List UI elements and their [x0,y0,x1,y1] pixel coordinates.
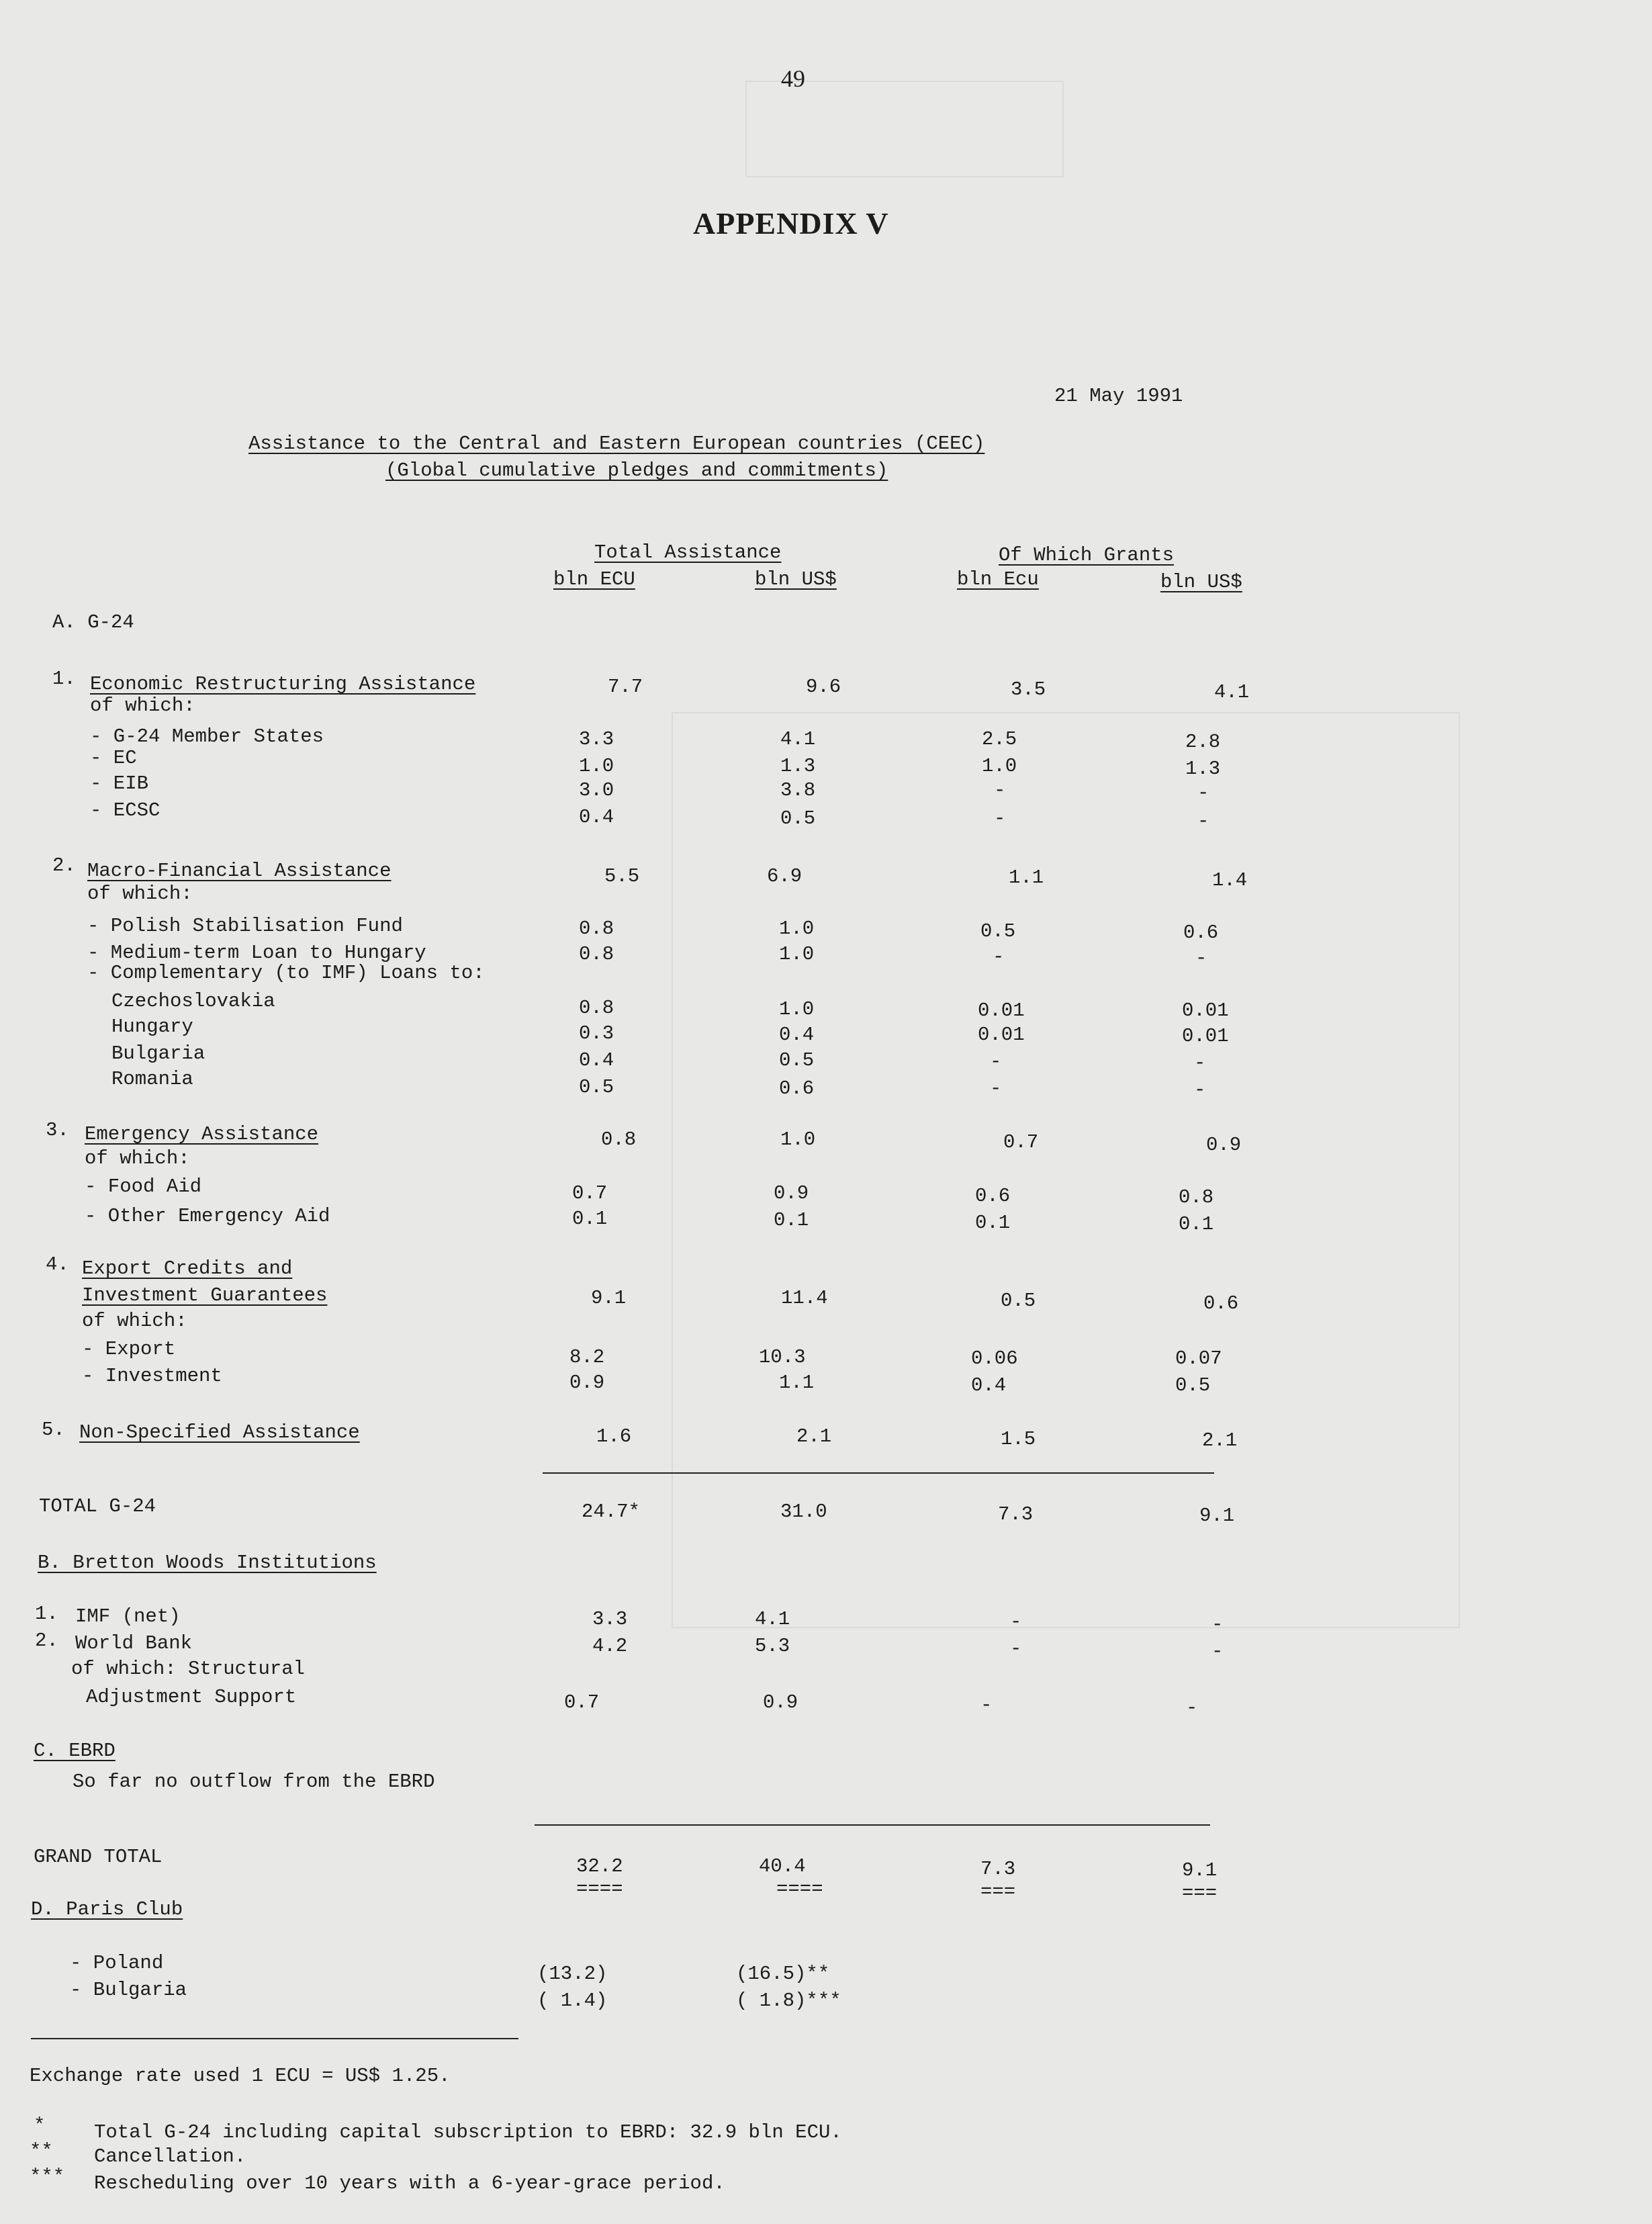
row-prefix: 5. [42,1419,65,1441]
cell-usd: 4.1 [780,728,816,750]
cell-grant-usd: - [1194,1052,1206,1074]
cell-ecu: 1.6 [596,1425,632,1448]
row-label: of which: [87,883,193,905]
row-label: World Bank [75,1632,193,1654]
cell-grant-usd: 4.1 [1214,681,1250,703]
cell-grant-usd: 9.1 [1199,1505,1235,1527]
cell-grant-usd: 0.8 [1179,1186,1214,1208]
column-header-bln-usd-grants: bln US$ [1160,571,1242,593]
column-header-bln-ecu: bln ECU [553,568,635,590]
cell-grant-ecu: 0.5 [1001,1290,1036,1312]
cell-usd: 1.0 [780,1128,816,1151]
footer-rule [31,2038,518,2039]
cell-ecu: 32.2 [576,1855,623,1877]
row-label: - Polish Stabilisation Fund [87,915,403,937]
cell-usd: 31.0 [780,1501,827,1523]
cell-grant-ecu: 1.1 [1009,866,1044,889]
cell-usd: 2.1 [796,1425,832,1448]
cell-usd: 1.3 [780,755,816,777]
cell-grant-usd: - [1186,1697,1198,1719]
row-label: IMF (net) [75,1605,181,1628]
cell-ecu: 8.2 [569,1346,605,1368]
row-label: - Bulgaria [70,1979,187,2001]
document-subtitle: (Global cumulative pledges and commitments) [385,459,888,482]
subtotal-rule [543,1472,1214,1474]
cell-usd: 1.0 [779,943,815,965]
row-label: of which: [85,1147,190,1169]
cell-usd: 0.9 [774,1182,809,1204]
cell-grant-usd: - [1195,947,1207,969]
cell-usd: (16.5)** [736,1963,830,1985]
cell-grant-ecu: 1.5 [1001,1428,1036,1450]
cell-ecu: 0.7 [572,1182,608,1204]
row-label: - EIB [90,772,149,795]
row-label: Investment Guarantees [82,1284,328,1306]
double-underline-mark: === [980,1881,1016,1903]
cell-grant-ecu: 7.3 [980,1858,1016,1880]
row-label: Romania [111,1068,193,1090]
cell-usd: 6.9 [767,865,802,887]
cell-usd: 0.1 [774,1209,809,1231]
cell-grant-usd: 0.9 [1206,1134,1242,1156]
grand-total-rule [535,1824,1210,1826]
row-label: - Investment [82,1365,222,1387]
cell-usd: 0.5 [780,807,816,830]
cell-grant-usd: 0.07 [1175,1347,1222,1370]
cell-usd: 4.1 [755,1608,790,1630]
cell-ecu: 0.5 [579,1076,614,1098]
cell-ecu: 3.0 [579,779,614,801]
cell-grant-ecu: - [994,807,1006,830]
page-number: 49 [781,65,805,92]
cell-ecu: 0.1 [572,1208,608,1230]
cell-ecu: 0.4 [579,1049,614,1071]
row-label: - EC [90,747,137,769]
row-label: - Export [82,1338,176,1360]
cell-usd: 40.4 [759,1855,806,1877]
cell-grant-usd: - [1211,1640,1224,1662]
row-label: - Food Aid [85,1175,202,1198]
row-label: Macro-Financial Assistance [87,860,392,882]
cell-grant-usd: 0.01 [1182,999,1229,1022]
cell-grant-usd: 0.1 [1179,1213,1214,1235]
cell-ecu: 0.7 [564,1691,600,1714]
cell-grant-ecu: 2.5 [982,728,1017,750]
row-label: Export Credits and [82,1257,293,1280]
cell-grant-usd: 2.8 [1185,731,1221,753]
row-label: of which: Structural [71,1658,306,1680]
row-label: - Other Emergency Aid [85,1205,330,1227]
footnote-mark: * [34,2115,46,2137]
cell-grant-ecu: - [990,1051,1002,1073]
row-label: Economic Restructuring Assistance [90,673,476,695]
cell-ecu: 9.1 [591,1287,627,1309]
cell-grant-ecu: 7.3 [998,1503,1034,1525]
footnote-text: Cancellation. [94,2145,246,2168]
bleed-through-table [672,712,1460,1628]
double-underline-mark: ==== [576,1878,623,1900]
cell-usd: 10.3 [759,1346,806,1368]
cell-ecu: 1.0 [579,755,614,777]
cell-grant-usd: 0.5 [1175,1374,1211,1396]
cell-grant-ecu: - [980,1694,993,1716]
cell-usd: 5.3 [755,1635,790,1657]
cell-grant-ecu: 0.1 [975,1212,1011,1234]
cell-grant-ecu: - [993,946,1005,968]
cell-usd: ( 1.8)*** [736,1990,841,2012]
document-date: 21 May 1991 [1054,385,1183,407]
cell-usd: 1.1 [779,1372,815,1394]
cell-grant-ecu: 0.01 [978,999,1025,1022]
cell-ecu: ( 1.4) [537,1990,608,2012]
row-label: Hungary [111,1016,193,1038]
cell-grant-ecu: 0.5 [980,920,1016,942]
cell-grant-ecu: 0.06 [971,1347,1018,1370]
cell-usd: 0.4 [779,1024,815,1046]
cell-grant-usd: 1.4 [1212,869,1248,891]
row-label: - G-24 Member States [90,725,324,748]
cell-ecu: 4.2 [592,1635,628,1657]
cell-ecu: 3.3 [579,728,614,750]
double-underline-mark: === [1182,1882,1218,1904]
cell-usd: 3.8 [780,779,816,801]
section-d-heading: D. Paris Club [31,1898,183,1920]
footnote-text: Total G-24 including capital subscription to EBRD: 32.9 bln ECU. [94,2121,842,2143]
cell-ecu: 0.3 [579,1022,614,1044]
cell-grant-usd: 0.01 [1182,1025,1229,1047]
row-label: Bulgaria [111,1042,205,1065]
cell-grant-ecu: 0.6 [975,1185,1011,1207]
double-underline-mark: ==== [776,1878,823,1900]
cell-ecu: 0.4 [579,806,614,828]
row-label: Adjustment Support [86,1686,297,1708]
cell-grant-usd: - [1194,1079,1206,1101]
bleed-through-stamp [745,81,1064,177]
cell-usd: 0.6 [779,1077,815,1100]
cell-grant-ecu: 1.0 [982,755,1017,777]
row-prefix: 1. [52,668,76,690]
row-label: - Medium-term Loan to Hungary [87,942,426,964]
cell-usd: 1.0 [779,918,815,940]
cell-grant-usd: 9.1 [1182,1859,1218,1881]
column-group-of-which-grants: Of Which Grants [999,544,1175,566]
column-group-total-assistance: Total Assistance [594,541,782,564]
document-title: Assistance to the Central and Eastern European countries (CEEC) [248,433,985,455]
cell-grant-usd: - [1197,810,1209,832]
cell-grant-ecu: - [990,1077,1002,1100]
cell-ecu: 0.8 [579,997,614,1019]
cell-grant-ecu: - [1010,1638,1022,1660]
row-label: Czechoslovakia [111,990,275,1012]
row-label: Non-Specified Assistance [79,1421,360,1443]
row-label: of which: [90,695,195,717]
row-prefix: 3. [46,1119,69,1141]
section-a-heading: A. G-24 [52,611,134,633]
exchange-rate-note: Exchange rate used 1 ECU = US$ 1.25. [30,2065,451,2087]
cell-grant-ecu: 0.01 [978,1024,1025,1046]
row-label: - Poland [70,1952,164,1974]
row-prefix: 2. [52,854,76,877]
cell-grant-usd: 2.1 [1202,1429,1238,1452]
cell-usd: 0.9 [763,1691,798,1714]
footnote-mark: *** [30,2166,65,2188]
cell-ecu: 24.7* [582,1501,641,1523]
cell-ecu: 5.5 [604,865,640,887]
cell-usd: 9.6 [806,676,841,698]
footnote-mark: ** [30,2140,53,2162]
row-prefix: 4. [46,1253,69,1276]
cell-usd: 11.4 [781,1287,828,1309]
cell-grant-usd: 0.6 [1183,922,1219,944]
cell-ecu: (13.2) [537,1963,608,1985]
appendix-title: APPENDIX V [693,206,889,240]
row-prefix: 2. [35,1630,58,1652]
section-c-heading: C. EBRD [34,1740,116,1762]
cell-grant-usd: 1.3 [1185,758,1221,780]
row-label: - Complementary (to IMF) Loans to: [87,962,485,984]
row-label: of which: [82,1310,187,1332]
cell-grant-ecu: 3.5 [1011,678,1046,701]
row-label: - ECSC [90,799,160,821]
grand-total-label: GRAND TOTAL [34,1846,163,1868]
row-prefix: 1. [35,1603,58,1625]
cell-grant-ecu: 0.4 [971,1374,1007,1396]
section-b-heading: B. Bretton Woods Institutions [38,1552,377,1574]
cell-ecu: 7.7 [608,676,643,698]
cell-usd: 0.5 [779,1049,815,1071]
cell-grant-usd: - [1197,782,1209,804]
cell-ecu: 3.3 [592,1608,628,1630]
cell-grant-ecu: - [1010,1611,1022,1633]
cell-grant-usd: 0.6 [1203,1292,1239,1315]
cell-ecu: 0.9 [569,1372,605,1394]
section-c-note: So far no outflow from the EBRD [73,1771,435,1793]
column-header-bln-usd: bln US$ [755,568,837,590]
column-header-bln-ecu-grants: bln Ecu [957,568,1039,590]
cell-grant-usd: - [1211,1613,1224,1636]
cell-grant-ecu: - [994,779,1006,801]
total-g24-label: TOTAL G-24 [39,1495,156,1517]
cell-ecu: 0.8 [579,918,614,940]
cell-ecu: 0.8 [579,943,614,965]
cell-usd: 1.0 [779,998,815,1020]
footnote-text: Rescheduling over 10 years with a 6-year-grace period. [94,2172,725,2194]
cell-grant-ecu: 0.7 [1003,1131,1039,1153]
cell-ecu: 0.8 [601,1128,637,1151]
row-label: Emergency Assistance [85,1123,319,1145]
